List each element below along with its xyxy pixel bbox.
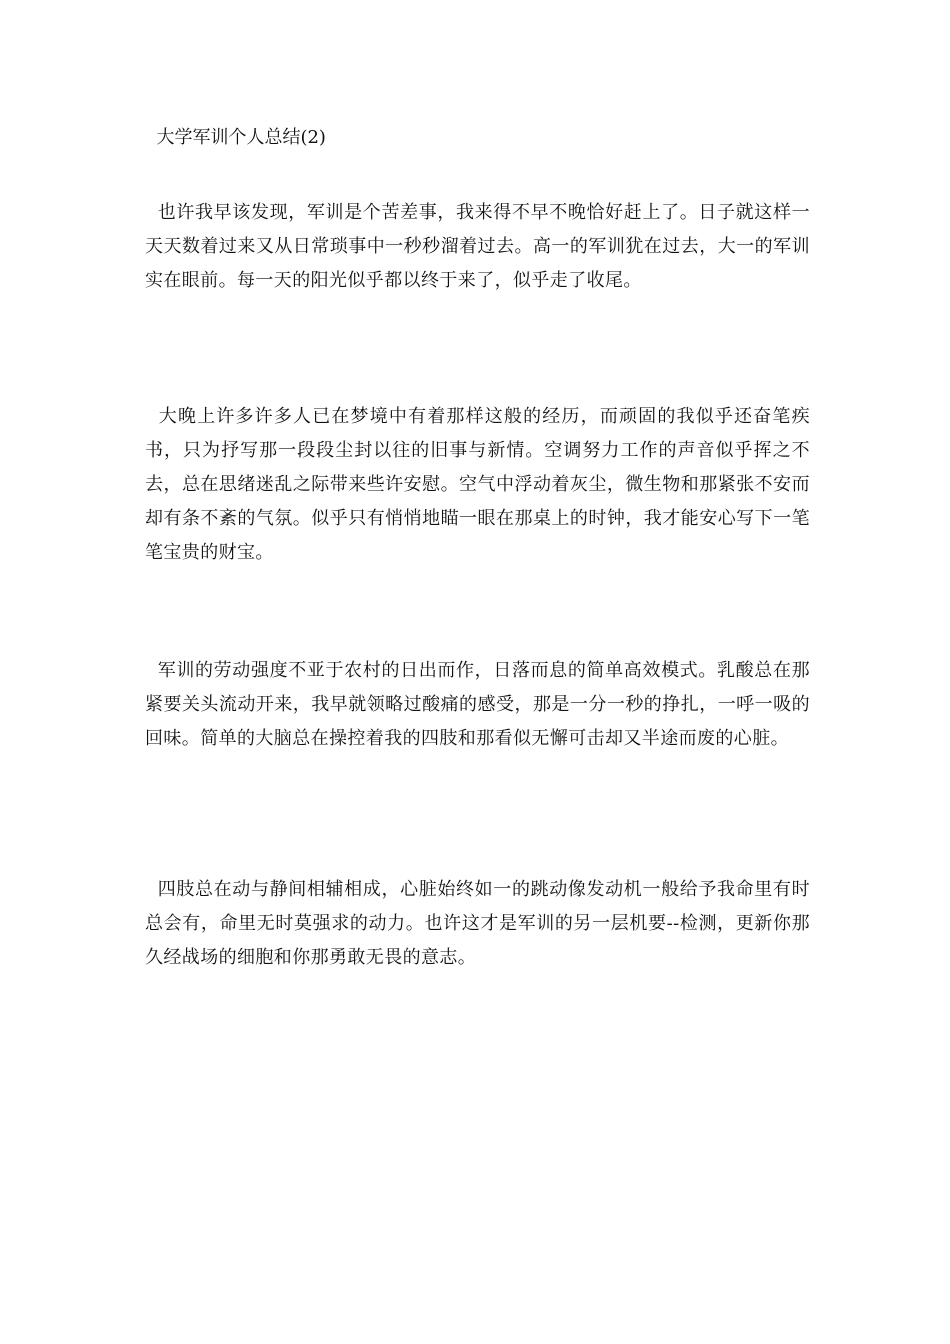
paragraph-3: 军训的劳动强度不亚于农村的日出而作，日落而息的简单高效模式。乳酸总在那紧要关头流动开来，我早就领略过酸痛的感受，那是一分一秒的挣扎，一呼一吸的回味。简单的大脑总在操控着我的四肢和那看似无懈可击却又半途而废的心脏。: [145, 660, 810, 749]
paragraph-1: 也许我早该发现，军训是个苦差事，我来得不早不晚恰好赶上了。日子就这样一天天数着过来又从日常琐事中一秒秒溜着过去。高一的军训犹在过去，大一的军训实在眼前。每一天的阳光似乎都以终于来了，似乎走了收尾。: [145, 202, 810, 291]
document-title: 大学军训个人总结(2): [145, 127, 326, 148]
paragraph-2: 大晚上许多许多人已在梦境中有着那样这般的经历，而顽固的我似乎还奋笔疾书，只为抒写那一段段尘封以往的旧事与新情。空调努力工作的声音似乎挥之不去，总在思绪迷乱之际带来些许安慰。空气中浮动着灰尘，微生物和那紧张不安而却有条不紊的气氛。似乎只有悄悄地瞄一眼在那桌上的时钟，我才能安心写下一笔笔宝贵的财宝。: [145, 406, 810, 563]
paragraph-4: 四肢总在动与静间相辅相成，心脏始终如一的跳动像发动机一般给予我命里有时总会有，命里无时莫强求的动力。也许这才是军训的另一层机要--检测，更新你那久经战场的细胞和你那勇敢无畏的意志。: [145, 879, 810, 968]
